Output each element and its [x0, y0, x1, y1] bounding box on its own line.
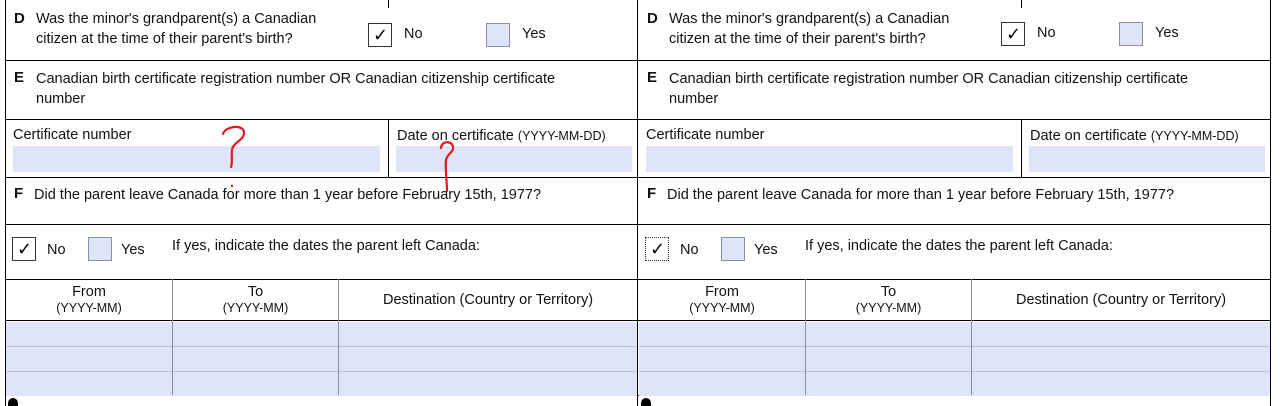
next-section-letter-left	[8, 398, 18, 406]
next-section-letter-right	[641, 398, 651, 406]
section-f-no-checkbox[interactable]	[645, 237, 669, 261]
certificate-number-label: Certificate number	[646, 127, 765, 143]
from-date-inputs[interactable]	[639, 322, 805, 395]
row-divider-d	[5, 60, 1271, 61]
section-e-letter: E	[647, 69, 658, 86]
section-d-no-checkbox[interactable]	[1001, 22, 1025, 46]
section-d-no-checkbox[interactable]	[368, 23, 392, 47]
section-d-question-line2: citizen at the time of their parent's birth?	[36, 31, 293, 47]
center-divider-top	[637, 0, 638, 406]
table-header-to: To (YYYY-MM)	[222, 284, 289, 315]
row-divider-f-answer	[5, 279, 1271, 280]
section-d-question-line2: citizen at the time of their parent's birth?	[669, 31, 926, 47]
checkmark-icon: ✓	[1006, 24, 1022, 44]
certificate-number-input[interactable]	[13, 146, 380, 172]
red-question-mark-annotation	[215, 122, 255, 192]
table-header-destination: Destination (Country or Territory)	[1015, 292, 1227, 308]
section-f-question: Did the parent leave Canada for more than 1 year before February 15th, 1977?	[667, 187, 1175, 203]
section-f-yes-checkbox[interactable]	[721, 237, 745, 261]
section-f-question: Did the parent leave Canada for more than 1 year before February 15th, 1977?	[34, 187, 542, 203]
table-col-sep	[172, 279, 173, 395]
certificate-number-input[interactable]	[646, 146, 1013, 172]
section-f-yes-label: Yes	[754, 242, 778, 258]
to-date-inputs[interactable]	[173, 322, 338, 395]
section-d-yes-label: Yes	[1155, 25, 1179, 41]
section-f-yes-label: Yes	[121, 242, 145, 258]
checkmark-icon: ✓	[373, 25, 389, 45]
row-divider-table-header	[5, 320, 1271, 321]
table-header-destination: Destination (Country or Territory)	[382, 292, 594, 308]
row-divider-e	[5, 119, 1271, 120]
certificate-date-input[interactable]	[1029, 146, 1265, 172]
section-d-question-line1: Was the minor's grandparent(s) a Canadian	[36, 11, 317, 27]
section-e-question-line1: Canadian birth certificate registration number OR Canadian citizenship certificate	[669, 71, 1189, 87]
section-d-yes-checkbox[interactable]	[486, 23, 510, 47]
section-e-letter: E	[14, 69, 25, 86]
top-stub-right	[1021, 0, 1022, 8]
row-divider-f	[5, 224, 1271, 225]
section-f-no-checkbox[interactable]	[12, 237, 36, 261]
certificate-number-label: Certificate number	[13, 127, 132, 143]
section-d-letter: D	[14, 10, 25, 27]
certificate-date-label: Date on certificate (YYYY-MM-DD)	[1030, 128, 1239, 144]
section-e-question-line1: Canadian birth certificate registration number OR Canadian citizenship certificate	[36, 71, 556, 87]
table-col-sep	[805, 279, 806, 395]
table-col-sep	[338, 279, 339, 395]
section-e-question-line2: number	[669, 91, 719, 107]
section-d-yes-checkbox[interactable]	[1119, 22, 1143, 46]
section-f-no-label: No	[47, 242, 66, 258]
to-date-inputs[interactable]	[806, 322, 971, 395]
row-divider-cert	[5, 177, 1271, 178]
table-col-sep	[971, 279, 972, 395]
red-question-mark-annotation-2	[432, 136, 462, 211]
section-f-hint: If yes, indicate the dates the parent left Canada:	[805, 238, 1113, 254]
section-d-yes-label: Yes	[522, 26, 546, 42]
section-f-no-label: No	[680, 242, 699, 258]
table-header-from: From (YYYY-MM)	[689, 284, 755, 315]
section-d-no-label: No	[404, 26, 423, 42]
section-f-letter: F	[647, 185, 657, 202]
section-f-letter: F	[14, 185, 24, 202]
section-d-letter: D	[647, 10, 658, 27]
section-f-hint: If yes, indicate the dates the parent left Canada:	[172, 238, 480, 254]
cert-col-divider-right	[1021, 119, 1022, 177]
section-d-question-line1: Was the minor's grandparent(s) a Canadian	[669, 11, 950, 27]
certificate-date-label: Date on certificate (YYYY-MM-DD)	[397, 128, 606, 144]
table-header-to: To (YYYY-MM)	[855, 284, 922, 315]
destination-inputs[interactable]	[972, 322, 1270, 395]
section-e-question-line2: number	[36, 91, 86, 107]
from-date-inputs[interactable]	[6, 322, 172, 395]
top-stub-left	[388, 0, 389, 8]
checkmark-icon: ✓	[17, 239, 33, 259]
table-header-from: From (YYYY-MM)	[56, 284, 122, 315]
cert-col-divider-left	[388, 119, 389, 177]
checkmark-icon: ✓	[650, 239, 666, 259]
section-d-no-label: No	[1037, 25, 1056, 41]
section-f-yes-checkbox[interactable]	[88, 237, 112, 261]
destination-inputs[interactable]	[339, 322, 637, 395]
